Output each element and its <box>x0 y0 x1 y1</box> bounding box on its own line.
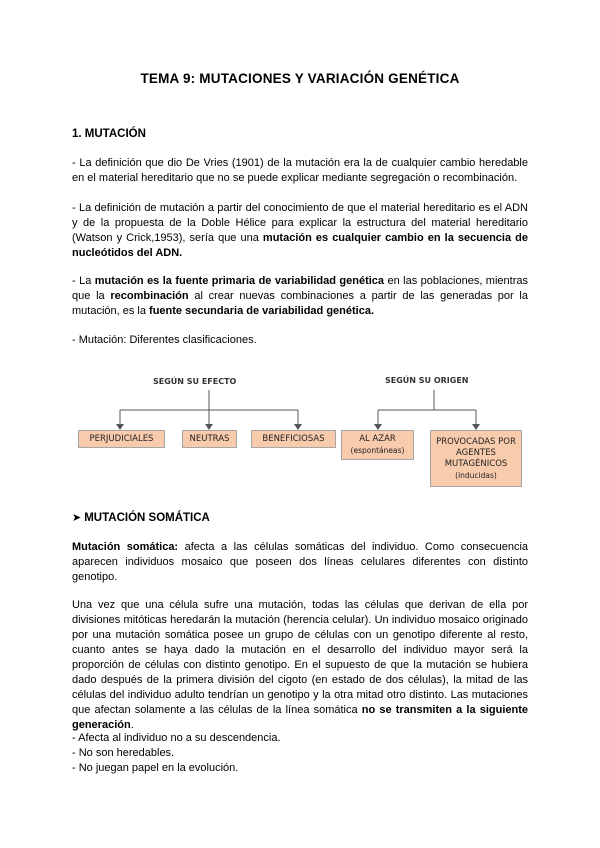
box-line: MUTAGÉNICOS <box>444 458 508 469</box>
paragraph-somatica-definition <box>72 540 528 585</box>
box-line: PROVOCADAS POR <box>436 436 516 447</box>
section-heading-text: MUTACIÓN SOMÁTICA <box>84 512 210 524</box>
paragraph-de-vries: - La definición que dio De Vries (1901) de la mutación era la de cualquier cambio heredable en el material hereditario que no se puede explicar mediante segregación o recombinación. <box>72 157 528 184</box>
box-perjudiciales: PERJUDICIALES <box>78 430 165 448</box>
paragraph-text: . <box>130 719 134 731</box>
list-item: - Afecta al individuo no a su descendencia. <box>72 732 281 744</box>
document-title: TEMA 9: MUTACIONES Y VARIACIÓN GENÉTICA <box>140 71 460 86</box>
arrow-bullet-icon: ➤ <box>72 512 82 524</box>
bold-text: recombinación <box>110 290 189 302</box>
paragraph-text: afecta a las células somáticas del individuo. Como consecuencia aparecen individuos mosaico que poseen dos líneas celulares diferentes con distinto genotipo. <box>72 541 529 583</box>
paragraph-text: al crear nuevas combinaciones a partir de las generadas por la mutación, es la <box>72 290 528 317</box>
paragraph-text: en las poblaciones, mientras que la <box>72 275 528 302</box>
box-al-azar <box>341 430 414 460</box>
box-beneficiosas: BENEFICIOSAS <box>251 430 336 448</box>
paragraph-text: - La definición de mutación a partir del conocimiento de que el material hereditario es el ADN y de la propuesta de la Doble Hélice para explicar la estructura del material hereditario (Watson y Crick,1953), sería que una <box>72 202 528 244</box>
box-line: AL AZAR <box>359 434 396 444</box>
somatica-list <box>72 731 281 776</box>
paragraph-text: - La <box>72 275 95 287</box>
paragraph-text: Una vez que una célula sufre una mutación, todas las células que derivan de ella por divisiones mitóticas heredarán la mutación (herencia celular). Un individuo mosaico originado por una mutación somática posee un grupo de células con un genotipo diferente al resto, cuanto antes se haya dado la mutación en el desarrollo del individuo mayor será la proporción de células con distinto genotipo. En el supuesto de que la mutación se hubiera dado después de la primera división del cigoto (en estado de dos células), la mitad de las células del individuo adulto tendrían un genotipo y la otra mitad otro distinto. Las mutaciones que afectan solamente a las células de la línea somática <box>72 599 528 716</box>
box-neutras: NEUTRAS <box>182 430 237 448</box>
bold-text: mutación es cualquier cambio en la secuencia de nucleótidos del ADN. <box>72 232 528 259</box>
bold-text: Mutación somática: <box>72 541 179 553</box>
paragraph-somatica-explanation <box>72 598 528 733</box>
list-item: - No juegan papel en la evolución. <box>72 762 239 774</box>
diagram-label-efecto: SEGÚN SU EFECTO <box>153 377 237 386</box>
bold-text: no se transmiten a la siguiente generación <box>72 704 528 731</box>
diagram-label-origen: SEGÚN SU ORIGEN <box>385 376 469 385</box>
paragraph-classifications: - Mutación: Diferentes clasificaciones. <box>72 334 257 346</box>
box-line: AGENTES <box>456 447 496 458</box>
bold-text: fuente secundaria de variabilidad genética. <box>149 305 375 317</box>
box-subline: (espontáneas) <box>350 446 405 455</box>
section-heading-somatica <box>72 511 210 524</box>
box-subline: (inducidas) <box>455 470 497 480</box>
section-heading-mutacion: 1. MUTACIÓN <box>72 128 146 140</box>
bold-text: mutación es la fuente primaria de variabilidad genética <box>94 275 385 287</box>
list-item: - No son heredables. <box>72 747 175 759</box>
box-provocadas <box>430 430 522 487</box>
